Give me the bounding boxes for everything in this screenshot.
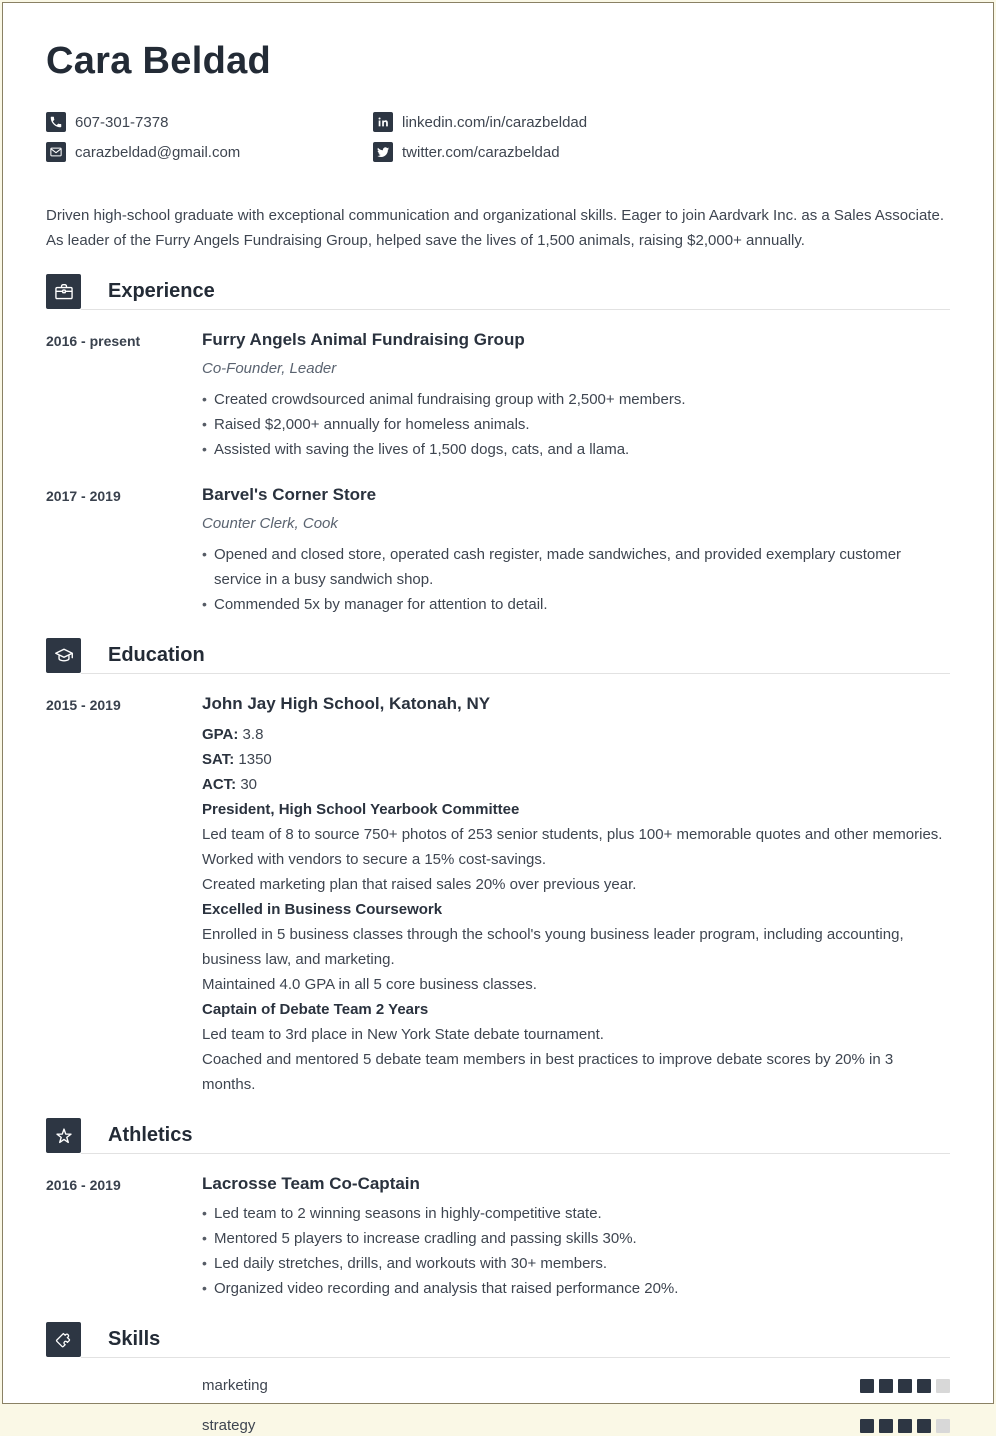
bullet-item: • Led team to 2 winning seasons in highly-competitive state. [202, 1201, 950, 1226]
skill-inner [202, 1416, 950, 1436]
bullet-item: • Led daily stretches, drills, and workouts with 30+ members. [202, 1251, 950, 1276]
education-details [202, 722, 950, 1097]
education-line: Led team of 8 to source 750+ photos of 253 senior students, plus 100+ memorable quotes and other memories. [202, 826, 943, 843]
contact-info [46, 107, 950, 167]
bullet-item: • Created crowdsourced animal fundraising group with 2,500+ members. [202, 387, 950, 412]
education-line: Created marketing plan that raised sales 20% over previous year. [202, 876, 637, 893]
rating-square [917, 1419, 931, 1433]
education-stat: GPA: 3.8 [202, 726, 264, 743]
skill-rating [860, 1419, 950, 1433]
section-athletics [46, 1118, 950, 1301]
contact-phone-value: 607-301-7378 [75, 113, 169, 131]
contact-phone [46, 112, 373, 132]
section-header-education [46, 638, 950, 675]
education-line: Maintained 4.0 GPA in all 5 core business classes. [202, 976, 537, 993]
entry-title: Barvel's Corner Store [202, 485, 377, 504]
rating-square [936, 1419, 950, 1433]
resume-page [2, 2, 994, 1434]
rating-square [879, 1379, 893, 1393]
briefcase-icon [46, 274, 81, 309]
graduation-cap-icon [46, 638, 81, 673]
education-stat: ACT: 30 [202, 776, 258, 793]
section-header-skills [46, 1322, 950, 1359]
education-line: Coached and mentored 5 debate team members in best practices to improve debate scores by 20% in 3 months. [202, 1051, 894, 1093]
education-subheading: Excelled in Business Coursework [202, 901, 443, 918]
section-divider-line [81, 1357, 950, 1358]
section-title: Education [108, 644, 205, 666]
bullet-item: • Assisted with saving the lives of 1,500 dogs, cats, and a llama. [202, 437, 950, 462]
linkedin-icon [373, 112, 393, 132]
education-line: Led team to 3rd place in New York State debate tournament. [202, 1026, 604, 1043]
skill-rating [860, 1379, 950, 1393]
resume-name: Cara Beldad [46, 40, 272, 82]
section-divider-line [81, 309, 950, 310]
section-header-athletics [46, 1118, 950, 1155]
summary-text: Driven high-school graduate with exceptional communication and organizational skills. Eager to join Aardvark Inc. as a Sales Associate. As leader of the Furry Angels Fundraising Group, helped save the lives of 1,500 animals, raising $2,000+ annually. [46, 207, 944, 249]
entry-dates: 2016 - 2019 [46, 1177, 121, 1193]
skill-label: strategy [202, 1417, 256, 1434]
section-title: Athletics [108, 1124, 193, 1146]
section-title: Skills [108, 1328, 161, 1350]
section-header-experience [46, 274, 950, 311]
entry-title: Furry Angels Animal Fundraising Group [202, 330, 525, 349]
entry-subtitle: Co-Founder, Leader [202, 360, 337, 377]
bullet-item: • Mentored 5 players to increase cradling and passing skills 30%. [202, 1226, 950, 1251]
rating-square [898, 1419, 912, 1433]
stat-label: SAT: [202, 751, 235, 768]
star-icon [46, 1118, 81, 1153]
education-stat: SAT: 1350 [202, 751, 272, 768]
section-experience [46, 274, 950, 617]
entry-dates: 2016 - present [46, 333, 141, 349]
resume-entry [46, 328, 950, 462]
email-icon [46, 142, 66, 162]
contact-email-value: carazbeldad@gmail.com [75, 143, 241, 161]
skill-row [46, 1376, 950, 1396]
contact-linkedin-value: linkedin.com/in/carazbeldad [402, 113, 588, 131]
bullet-list [202, 387, 950, 462]
education-line: Enrolled in 5 business classes through the school's young business leader program, including accounting, business law, and marketing. [202, 926, 904, 968]
section-skills [46, 1322, 950, 1436]
bullet-item: • Raised $2,000+ annually for homeless animals. [202, 412, 950, 437]
bullet-item: • Opened and closed store, operated cash register, made sandwiches, and provided exemplary customer service in a busy sandwich shop. [202, 542, 950, 592]
entry-body [202, 328, 950, 462]
stat-label: GPA: [202, 726, 239, 743]
rating-square [860, 1419, 874, 1433]
section-education [46, 638, 950, 1097]
education-line: Worked with vendors to secure a 15% cost-savings. [202, 851, 547, 868]
bullet-item: • Commended 5x by manager for attention to detail. [202, 592, 950, 617]
resume-entry [46, 483, 950, 617]
section-divider-line [81, 1153, 950, 1154]
phone-icon [46, 112, 66, 132]
entry-dates: 2017 - 2019 [46, 488, 121, 504]
bullet-list [202, 542, 950, 617]
section-divider-line [81, 673, 950, 674]
rating-square [879, 1419, 893, 1433]
skill-inner [202, 1376, 950, 1396]
twitter-icon [373, 142, 393, 162]
entry-body [202, 483, 950, 617]
skill-label: marketing [202, 1377, 268, 1394]
resume-entry [46, 692, 950, 1097]
bullet-list [202, 1201, 950, 1301]
entry-subtitle: Counter Clerk, Cook [202, 515, 338, 532]
contact-twitter [373, 142, 950, 162]
entry-body [202, 1172, 950, 1301]
skill-row [46, 1416, 950, 1436]
entry-body [202, 692, 950, 1097]
entry-title: Lacrosse Team Co-Captain [202, 1174, 420, 1193]
contact-twitter-value: twitter.com/carazbeldad [402, 143, 560, 161]
rating-square [898, 1379, 912, 1393]
contact-email [46, 142, 373, 162]
rating-square [860, 1379, 874, 1393]
education-subheading: President, High School Yearbook Committee [202, 801, 520, 818]
entry-dates: 2015 - 2019 [46, 697, 121, 713]
education-subheading: Captain of Debate Team 2 Years [202, 1001, 429, 1018]
puzzle-icon [46, 1322, 81, 1357]
rating-square [936, 1379, 950, 1393]
resume-entry [46, 1172, 950, 1301]
section-title: Experience [108, 280, 215, 302]
contact-linkedin [373, 112, 950, 132]
stat-label: ACT: [202, 776, 237, 793]
resume-sections [46, 274, 950, 1436]
bullet-item: • Organized video recording and analysis that raised performance 20%. [202, 1276, 950, 1301]
entry-title: John Jay High School, Katonah, NY [202, 694, 491, 713]
rating-square [917, 1379, 931, 1393]
